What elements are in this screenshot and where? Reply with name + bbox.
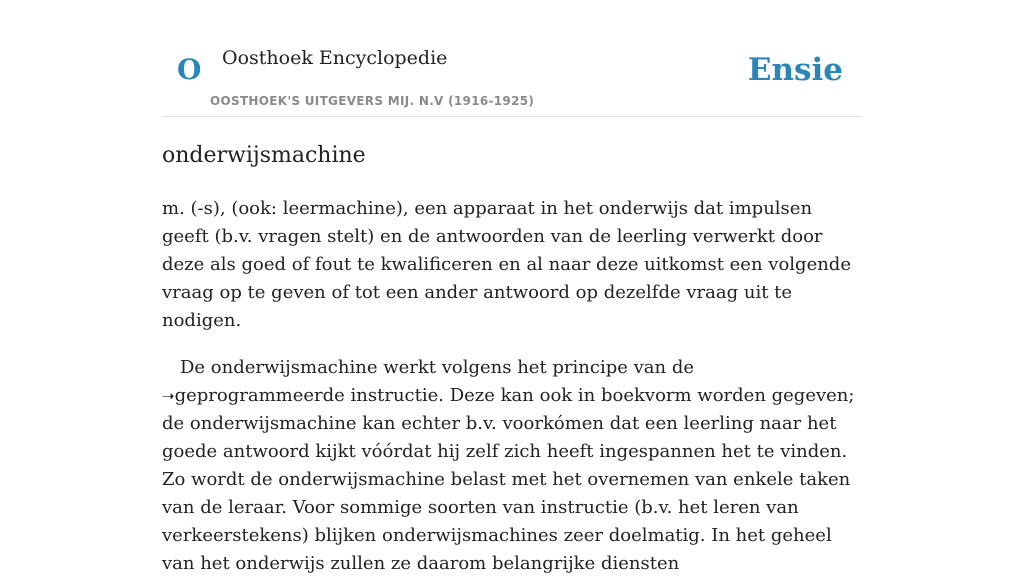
site-title[interactable]: Oosthoek Encyclopedie xyxy=(222,47,448,69)
arrow-right-icon: ➝ xyxy=(162,387,175,405)
logo[interactable]: O xyxy=(177,53,202,86)
paragraph-text: . Deze kan ook in boekvorm worden gegeven; de onderwijsmachine kan echter b.v. voorkómen dat een leerling naar het goede antwoord kijkt vóórdat hij zelf zich heeft ingespannen het te vinden. Zo wordt de onderwijsmachine belast met het overnemen van enkele taken van de leraar. Voor sommige soorten van instructie (b.v. het leren van verkeerstekens) blijken onderwijsmachines zeer doelmatig. In het geheel van het onderwijs zullen ze daarom belangrijke diensten xyxy=(162,385,855,574)
paragraph-text: De onderwijsmachine werkt volgens het principe van de xyxy=(180,357,695,378)
entry-paragraph: m. (-s), (ook: leermachine), een apparaat in het onderwijs dat impulsen geeft (b.v. vragen stelt) en de antwoorden van de leerling verwerkt door deze als goed of fout te kwalificeren en al naar deze uitkomst een volgende vraag op te geven of tot een ander antwoord op dezelfde vraag uit te nodigen. xyxy=(162,198,851,331)
entry-body xyxy=(162,195,862,578)
site-header xyxy=(162,0,862,117)
entry-title: onderwijsmachine xyxy=(162,143,366,168)
entry-paragraph xyxy=(162,354,862,578)
site-subtitle: OOSTHOEK'S UITGEVERS MIJ. N.V (1916-1925) xyxy=(210,94,535,108)
page xyxy=(162,0,862,578)
cross-reference-label: geprogrammeerde instructie xyxy=(174,385,439,406)
cross-reference-link[interactable] xyxy=(162,385,438,406)
brand-logo[interactable]: Ensie xyxy=(747,52,843,88)
